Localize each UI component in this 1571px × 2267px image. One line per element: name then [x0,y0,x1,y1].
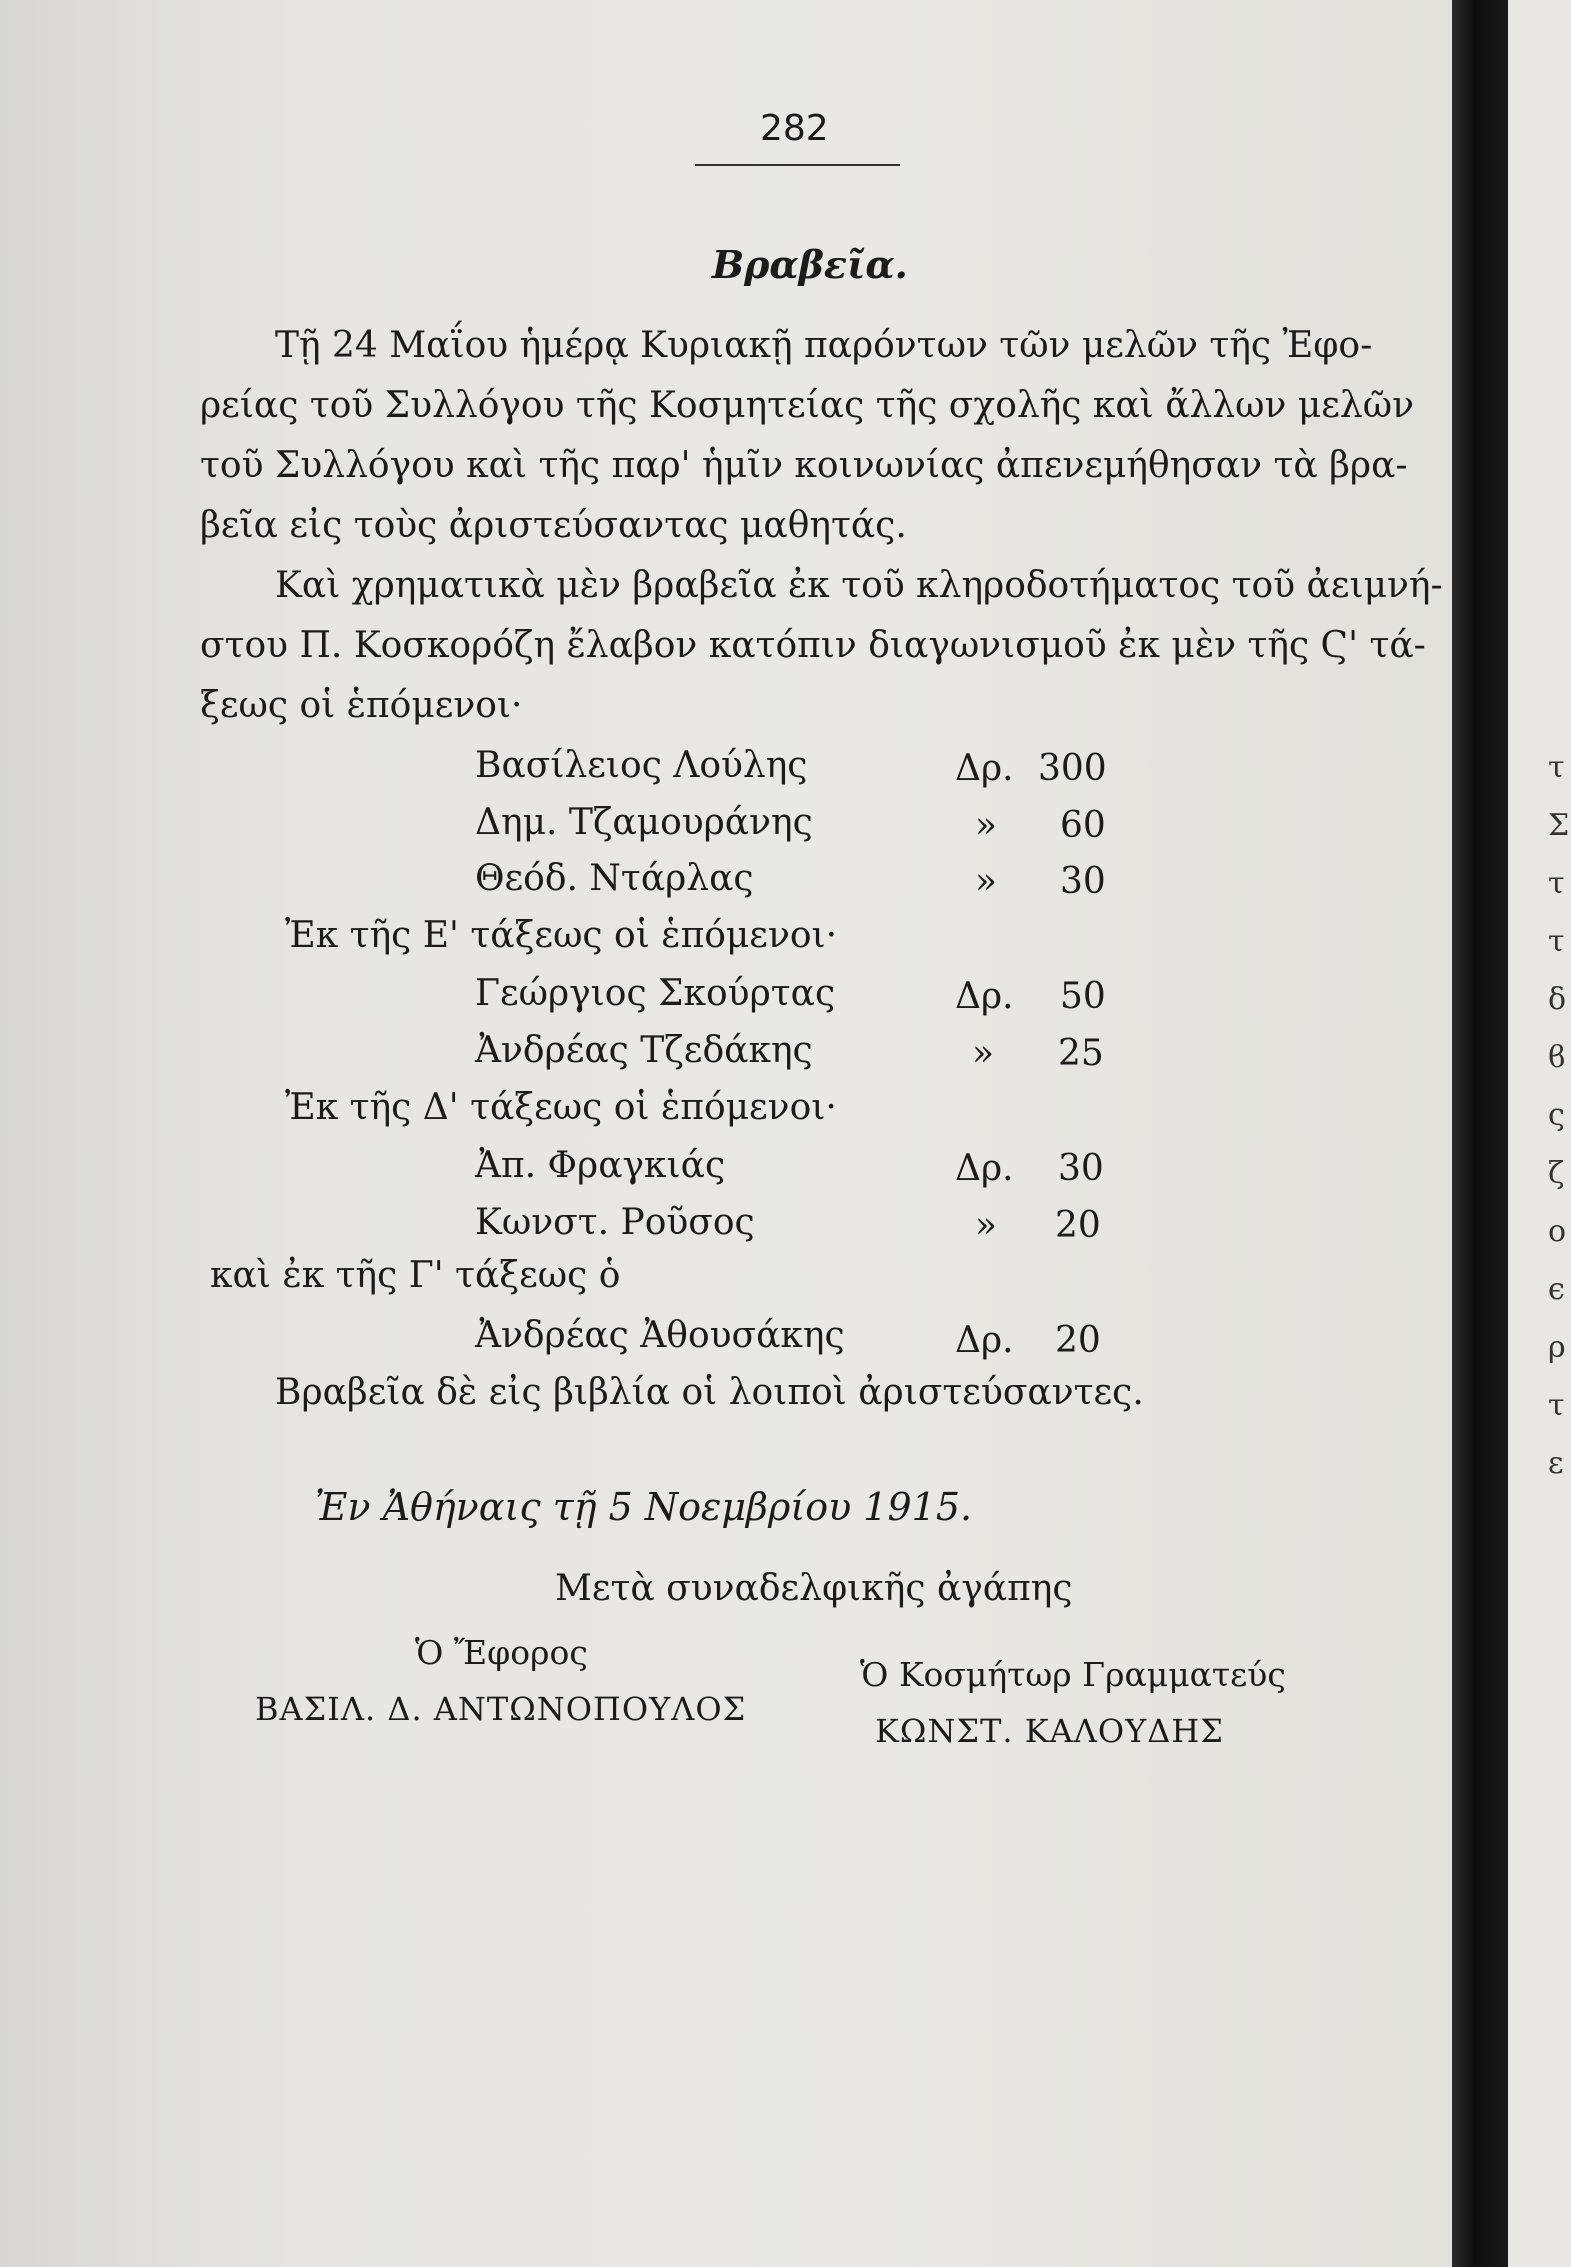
award-name: Ἀπ. Φραγκιάς [475,1145,726,1186]
award-unit: Δρ. [955,1148,1014,1189]
left-signature-title: Ὁ Ἔφορος [415,1633,588,1672]
class-header: Ἐκ τῆς Ε' τάξεως οἱ ἑπόμενοι· [285,915,838,956]
award-amount: 25 [1058,1033,1104,1074]
award-amount: 30 [1058,1148,1104,1189]
closing-line: Μετὰ συναδελφικῆς ἀγάπης [555,1568,1073,1609]
award-amount: 60 [1060,805,1106,846]
edge-letter: ε [1548,1446,1564,1481]
award-name: Γεώργιος Σκούρτας [475,973,836,1014]
edge-letter: ϐ [1548,1040,1566,1075]
section-heading: Βραβεῖα. [712,242,908,287]
left-signature-name: ΒΑΣΙΛ. Δ. ΑΝΤΩΝΟΠΟΥΛΟΣ [255,1690,747,1728]
edge-letter: ζ [1548,1156,1565,1191]
edge-letter: ς [1548,1098,1565,1133]
class-header: καὶ ἐκ τῆς Γ' τάξεως ὁ [210,1255,621,1296]
intro-line: τοῦ Συλλόγου καὶ τῆς παρ' ἡμῖν κοινωνίας ἀπενεμήθησαν τὰ βρα- [200,445,1408,486]
award-unit: Δρ. [955,976,1014,1017]
intro-line: βεῖα εἰς τοὺς ἀριστεύσαντας μαθητάς. [200,505,907,546]
award-name: Κωνστ. Ροῦσος [475,1202,755,1243]
edge-letter: τ [1548,924,1565,959]
intro-line: Τῇ 24 Μαΐου ἡμέρᾳ Κυριακῇ παρόντων τῶν μελῶν τῆς Ἐφο- [275,325,1373,366]
award-unit: » [975,861,998,902]
right-signature-title: Ὁ Κοσμήτωρ Γραμματεύς [860,1655,1286,1694]
edge-letter: τ [1548,750,1565,785]
right-signature-name: ΚΩΝΣΤ. ΚΑΛΟΥΔΗΣ [875,1712,1224,1750]
header-rule [695,164,900,166]
award-unit: » [972,1033,995,1074]
edge-letter: ρ [1548,1330,1566,1365]
award-unit: » [975,1205,998,1246]
page-number: 282 [760,108,829,149]
edge-letter: ο [1548,1214,1567,1249]
award-unit: Δρ. [955,748,1014,789]
paragraph-line: στου Π. Κοσκορόζη ἔλαβον κατόπιν διαγωνισμοῦ ἐκ μὲν τῆς Ϛ' τά- [200,625,1426,666]
award-amount: 20 [1055,1320,1101,1361]
edge-letter: Σ [1548,808,1570,843]
award-unit: Δρ. [955,1320,1014,1361]
award-amount: 300 [1038,748,1107,789]
award-name: Βασίλειος Λούλης [475,745,808,786]
award-name: Δημ. Τζαμουράνης [475,802,813,843]
edge-letter: τ [1548,866,1565,901]
award-amount: 20 [1055,1205,1101,1246]
books-line: Βραβεῖα δὲ εἰς βιβλία οἱ λοιποὶ ἀριστεύσαντες. [275,1372,1144,1413]
book-gutter [1452,0,1508,2267]
award-amount: 50 [1060,976,1106,1017]
intro-line: ρείας τοῦ Συλλόγου τῆς Κοσμητείας τῆς σχολῆς καὶ ἄλλων μελῶν [200,385,1414,426]
award-unit: » [975,805,998,846]
edge-letter: τ [1548,1388,1565,1423]
award-amount: 30 [1060,861,1106,902]
paragraph-line: Καὶ χρηματικὰ μὲν βραβεῖα ἐκ τοῦ κληροδοτήματος τοῦ ἀειμνή- [275,565,1443,606]
edge-letter: ϵ [1548,1272,1565,1307]
date-line: Ἐν Ἀθήναις τῇ 5 Νοεμβρίου 1915. [315,1485,973,1529]
award-name: Ἀνδρέας Τζεδάκης [475,1030,813,1071]
award-name: Ἀνδρέας Ἀθουσάκης [475,1315,845,1356]
paragraph-line: ξεως οἱ ἑπόμενοι· [200,685,523,726]
award-name: Θεόδ. Ντάρλας [475,858,754,899]
edge-letter: δ [1548,982,1567,1017]
next-page-edge [1508,0,1571,2267]
class-header: Ἐκ τῆς Δ' τάξεως οἱ ἑπόμενοι· [285,1087,837,1128]
